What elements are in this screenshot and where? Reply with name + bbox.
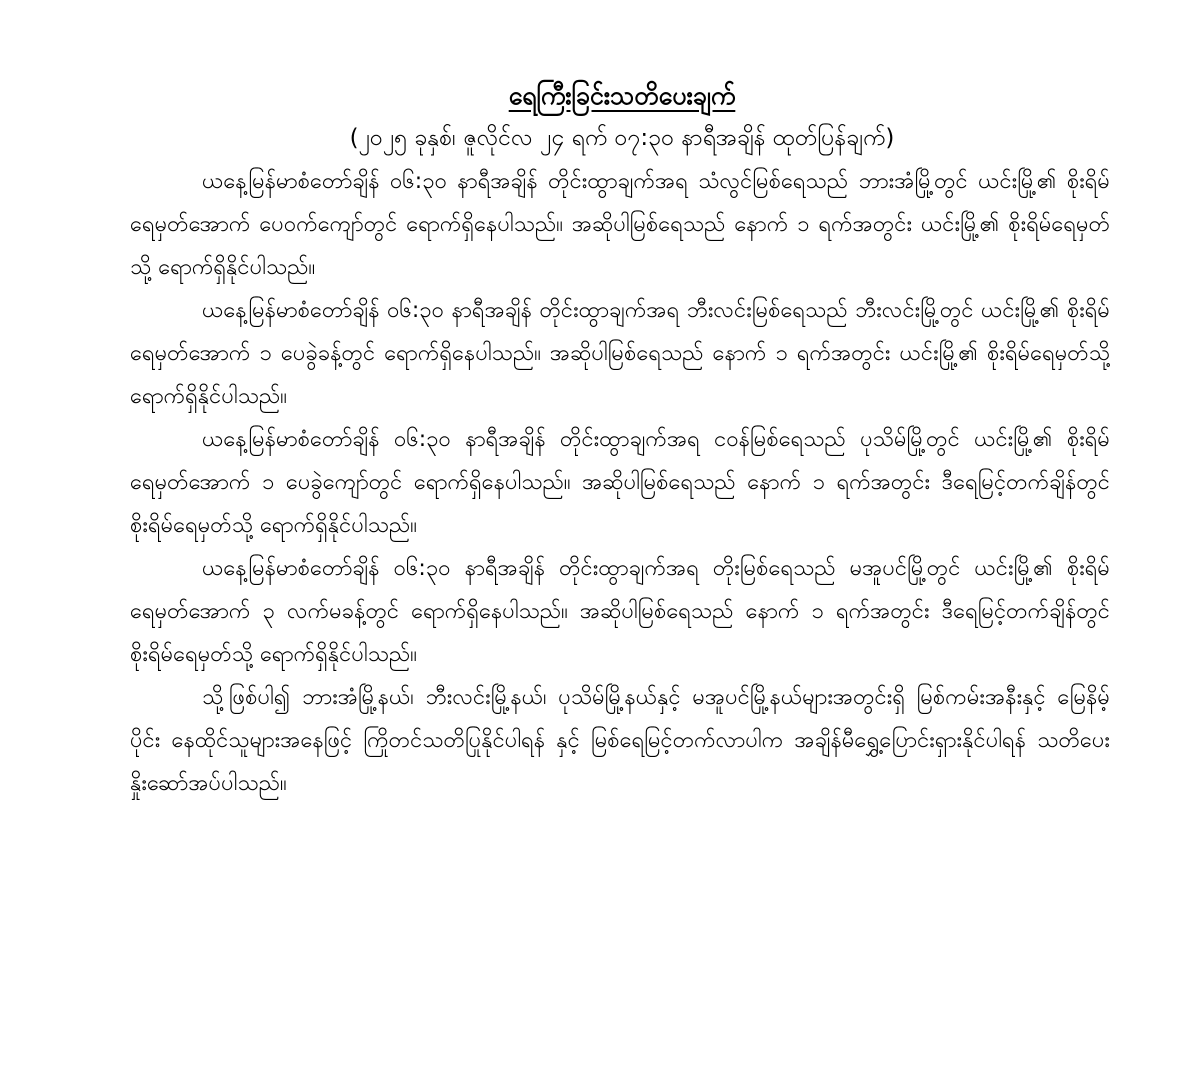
document-title: ရေကြီးခြင်းသတိပေးချက်	[508, 81, 736, 110]
paragraph-ngawun: ယနေ့မြန်မာစံတော်ချိန် ၀၆:၃၀ နာရီအချိန် တိုင်းထွာချက်အရ ငဝန်မြစ်ရေသည် ပုသိမ်မြို့တွင် ယင်းမြို့၏ စိုးရိမ်ရေမှတ်အောက် ၁ ပေခွဲကျော်တွင် ရောက်ရှိနေပါသည်။ အဆိုပါမြစ်ရေသည် နောက် ၁ ရက်အတွင်း ဒီရေမြင့်တက်ချိန်တွင် စိုးရိမ်ရေမှတ်သို့ ရောက်ရှိနိုင်ပါသည်။	[130, 427, 1110, 538]
paragraph-warning: သို့ဖြစ်ပါ၍ ဘားအံမြို့နယ်၊ ဘီးလင်းမြို့နယ်၊ ပုသိမ်မြို့နယ်နှင့် မအူပင်မြို့နယ်များအတွင်းရှိ မြစ်ကမ်းအနီးနှင့် မြေနိမ့်ပိုင်း နေထိုင်သူများအနေဖြင့် ကြိုတင်သတိပြုနိုင်ပါရန် နှင့် မြစ်ရေမြင့်တက်လာပါက အချိန်မီရွှေ့ပြောင်းရှားနိုင်ပါရန် သတိပေးနှိုးဆော်အပ်ပါသည်။	[130, 685, 1110, 796]
document-body	[130, 160, 1110, 805]
document-subtitle: (၂၀၂၅ ခုနှစ်၊ ဇူလိုင်လ ၂၄ ရက် ၀၇:၃၀ နာရီအချိန် ထုတ်ပြန်ချက်)	[349, 125, 895, 151]
paragraph-toe: ယနေ့မြန်မာစံတော်ချိန် ၀၆:၃၀ နာရီအချိန် တိုင်းထွာချက်အရ တိုးမြစ်ရေသည် မအူပင်မြို့တွင် ယင်းမြို့၏ စိုးရိမ်ရေမှတ်အောက် ၃ လက်မခန့်တွင် ရောက်ရှိနေပါသည်။ အဆိုပါမြစ်ရေသည် နောက် ၁ ရက်အတွင်း ဒီရေမြင့်တက်ချိန်တွင် စိုးရိမ်ရေမှတ်သို့ ရောက်ရှိနိုင်ပါသည်။	[130, 556, 1110, 667]
paragraph-bilin: ယနေ့မြန်မာစံတော်ချိန် ၀၆:၃၀ နာရီအချိန် တိုင်းထွာချက်အရ ဘီးလင်းမြစ်ရေသည် ဘီးလင်းမြို့တွင် ယင်းမြို့၏ စိုးရိမ်ရေမှတ်အောက် ၁ ပေခွဲခန့်တွင် ရောက်ရှိနေပါသည်။ အဆိုပါမြစ်ရေသည် နောက် ၁ ရက်အတွင်း ယင်းမြို့၏ စိုးရိမ်ရေမှတ်သို့ ရောက်ရှိနိုင်ပါသည်။	[130, 298, 1110, 409]
paragraph-thanlwin: ယနေ့မြန်မာစံတော်ချိန် ၀၆:၃၀ နာရီအချိန် တိုင်းထွာချက်အရ သံလွင်မြစ်ရေသည် ဘားအံမြို့တွင် ယင်းမြို့၏ စိုးရိမ်ရေမှတ်အောက် ပေ၀က်ကျော်တွင် ရောက်ရှိနေပါသည်။ အဆိုပါမြစ်ရေသည် နောက် ၁ ရက်အတွင်း ယင်းမြို့၏ စိုးရိမ်ရေမှတ်သို့ ရောက်ရှိနိုင်ပါသည်။	[130, 169, 1110, 280]
